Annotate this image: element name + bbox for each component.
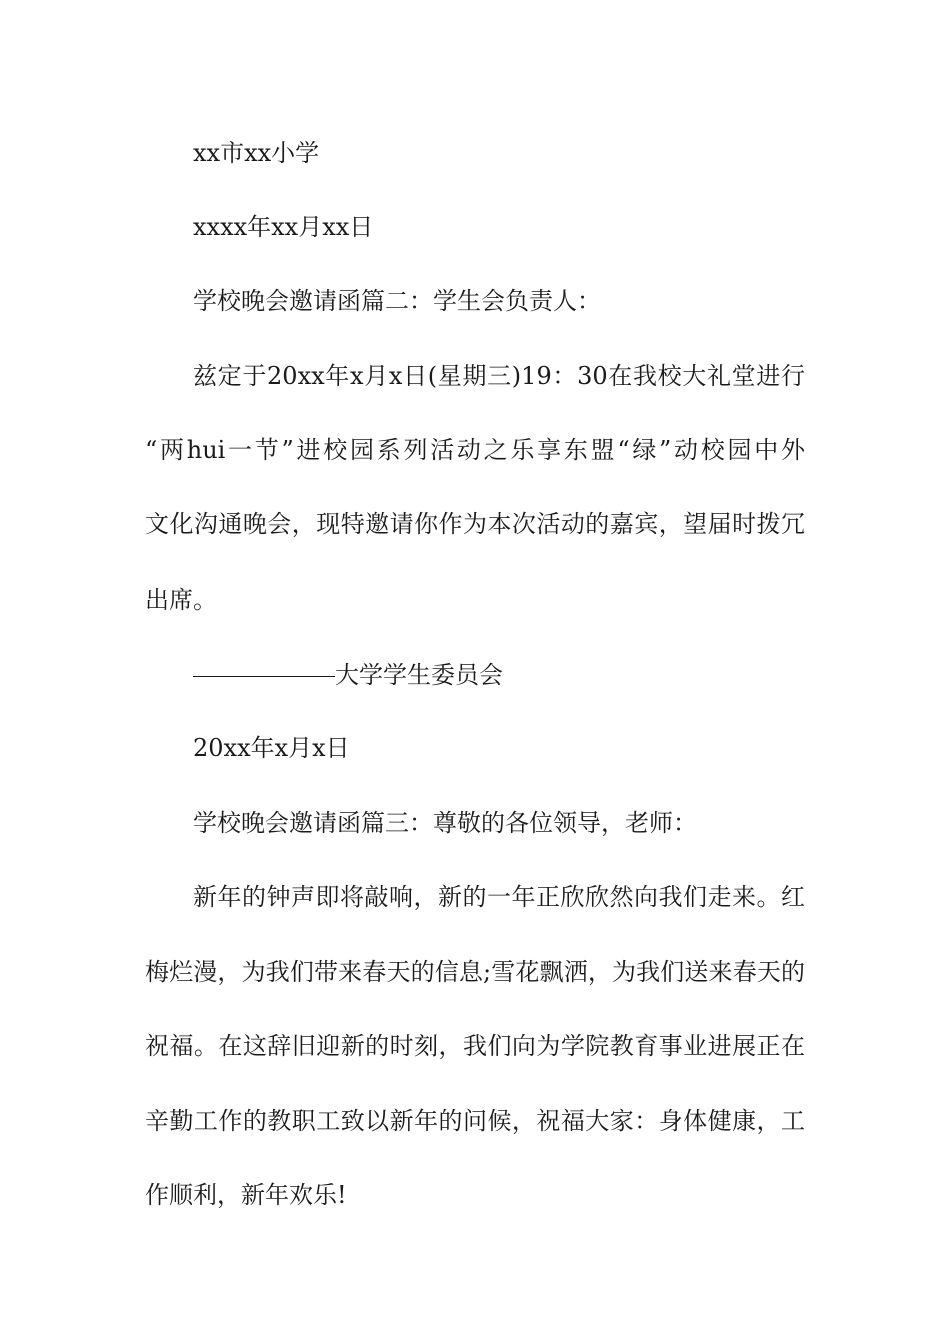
signature-line bbox=[0, 654, 950, 694]
paragraph-line: 辛勤工作的教职工致以新年的问候，祝福大家：身体健康，工 bbox=[145, 1107, 805, 1135]
paragraph-line: 新年的钟声即将敲响，新的一年正欣欣然向我们走来。红 bbox=[193, 883, 805, 911]
section-two-heading: 学校晚会邀请函篇二：学生会负责人： bbox=[193, 287, 601, 315]
fill-in-blank bbox=[193, 654, 335, 677]
paragraph-line: 作顺利，新年欢乐! bbox=[145, 1181, 347, 1209]
paragraph-line: 出席。 bbox=[145, 586, 217, 614]
section-three-heading: 学校晚会邀请函篇三：尊敬的各位领导，老师： bbox=[193, 809, 697, 837]
paragraph-line: 兹定于20xx年x月x日(星期三)19：30在我校大礼堂进行 bbox=[193, 362, 805, 390]
signature-date: 20xx年x月x日 bbox=[193, 734, 350, 762]
sender-school: xx市xx小学 bbox=[193, 139, 320, 167]
paragraph-line: 祝福。在这辞旧迎新的时刻，我们向为学院教育事业进展正在 bbox=[145, 1032, 805, 1060]
paragraph-line: “两hui一节”进校园系列活动之乐享东盟“绿”动校园中外 bbox=[145, 436, 805, 464]
sender-date: xxxx年xx月xx日 bbox=[193, 213, 374, 241]
signature-org: 大学学生委员会 bbox=[335, 661, 503, 689]
paragraph-line: 文化沟通晚会，现特邀请你作为本次活动的嘉宾，望届时拨冗 bbox=[145, 510, 805, 538]
paragraph-line: 梅烂漫，为我们带来春天的信息;雪花飘洒，为我们送来春天的 bbox=[145, 958, 805, 986]
